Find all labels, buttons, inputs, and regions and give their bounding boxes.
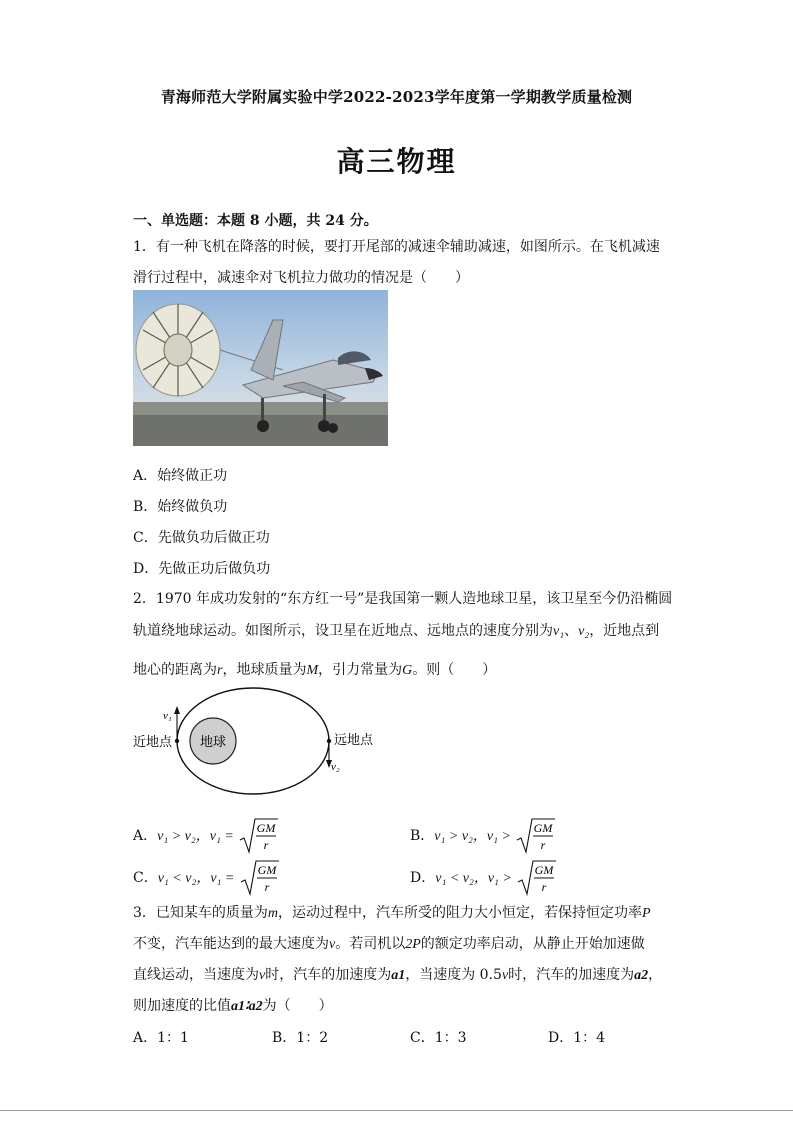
page-bottom-divider	[0, 1110, 793, 1111]
q1-option-c: C．先做负功后做正功	[133, 530, 270, 546]
q1-option-a: A．始终做正功	[133, 468, 228, 484]
option-lhs: v₁ =	[210, 871, 235, 886]
option-letter: A．	[133, 828, 158, 844]
q2-v2: v₂	[578, 624, 590, 639]
q2-stem-text: ，引力常量为	[318, 662, 403, 678]
q3-a1: a1	[391, 968, 406, 983]
q3-text: ，当速度为 0.5	[405, 967, 502, 983]
sqrt-fraction	[239, 858, 279, 898]
q2-stem-line2b: ，近地点到	[589, 623, 660, 639]
q2-option-b	[410, 816, 555, 856]
q3-line2	[133, 933, 645, 953]
option-condition: v₁ < v₂，	[435, 871, 488, 886]
q2-G: G	[402, 663, 413, 678]
q2-M: M	[306, 663, 319, 678]
option-condition: v₁ < v₂，	[157, 871, 211, 886]
q3-2P: 2P	[405, 937, 421, 952]
q2-stem-line1: 2．1970 年成功发射的“东方红一号”是我国第一颗人造地球卫星，该卫星至今仍沿椭圆	[133, 591, 673, 607]
q1-stem-line2: 滑行过程中，减速伞对飞机拉力做功的情况是（ ）	[133, 270, 469, 286]
q3-m: m	[267, 906, 279, 921]
q2-sep: 、	[564, 623, 579, 639]
q3-ratio: a1∶a2	[231, 999, 263, 1014]
school-header: 青海师范大学附属实验中学2022-2023学年度第一学期教学质量检测	[160, 88, 633, 106]
option-condition: v₁ > v₂，	[157, 829, 210, 844]
svg-text:r: r	[541, 880, 547, 894]
q2-option-a	[133, 816, 278, 856]
q2-stem-line2a: 轨道绕地球运动。如图所示，设卫星在近地点、远地点的速度分别为	[133, 623, 553, 639]
near-label: 近地点	[133, 735, 173, 750]
earth-label: 地球	[199, 735, 227, 750]
q2-v1: v₁	[553, 624, 565, 639]
q3-text: 。若司机以	[335, 936, 406, 952]
q3-option-c: C．1：3	[410, 1030, 467, 1046]
svg-text:GM: GM	[257, 863, 277, 877]
q3-line4	[133, 995, 333, 1015]
q2-stem-line2	[133, 620, 659, 640]
q3-text: 时，汽车的加速度为	[508, 967, 635, 983]
option-lhs: v₁ >	[486, 829, 511, 844]
q3-option-b: B．1：2	[272, 1030, 329, 1046]
q2-stem-text: ，地球质量为	[222, 662, 307, 678]
v2-label: v₂	[331, 761, 340, 773]
q2-option-c	[133, 858, 279, 898]
far-label: 远地点	[334, 733, 374, 748]
q3-text: 则加速度的比值	[133, 998, 231, 1014]
svg-text:r: r	[264, 880, 270, 894]
q1-stem-line1: 1．有一种飞机在降落的时候，要打开尾部的减速伞辅助减速，如图所示。在飞机减速	[133, 239, 660, 255]
q3-text: 3．已知某车的质量为	[133, 905, 268, 921]
q3-P: P	[642, 906, 651, 921]
q3-text: ，运动过程中，汽车所受的阻力大小恒定，若保持恒定功率	[278, 905, 643, 921]
q3-line1	[133, 902, 651, 922]
option-letter: B．	[410, 828, 435, 844]
option-condition: v₁ > v₂，	[434, 829, 487, 844]
option-letter: C．	[133, 870, 158, 886]
q3-text: 直线运动，当速度为	[133, 967, 259, 983]
q1-option-b: B．始终做负功	[133, 499, 228, 515]
q3-text: ，	[648, 967, 663, 983]
option-lhs: v₁ =	[209, 829, 234, 844]
q3-v: v	[329, 937, 336, 952]
q1-option-d: D．先做正功后做负功	[133, 561, 271, 577]
q3-text: 为（ ）	[262, 998, 333, 1014]
q2-option-d	[410, 858, 556, 898]
q3-option-a: A．1：1	[133, 1030, 189, 1046]
q2-r: r	[217, 663, 223, 678]
q3-text: 不变，汽车能达到的最大速度为	[133, 936, 329, 952]
svg-text:GM: GM	[534, 863, 554, 877]
far-point	[327, 739, 331, 743]
near-point	[175, 739, 179, 743]
orbit-diagram	[130, 685, 390, 800]
q3-line3	[133, 964, 662, 984]
q2-stem-text: 。则（ ）	[412, 662, 497, 678]
jet-parachute-photo	[133, 290, 388, 446]
section-heading: 一、单选题：本题 8 小题，共 24 分。	[133, 213, 378, 229]
q3-option-d: D．1：4	[548, 1030, 606, 1046]
sqrt-fraction	[515, 816, 555, 856]
svg-text:GM: GM	[534, 821, 553, 835]
q3-text: 时，汽车的加速度为	[265, 967, 392, 983]
q2-stem-text: 地心的距离为	[133, 662, 217, 678]
q3-v: v	[501, 968, 509, 983]
svg-text:GM: GM	[256, 821, 276, 835]
svg-text:r: r	[541, 838, 546, 852]
v1-label: v₁	[163, 710, 172, 722]
page-title: 高三物理	[336, 145, 457, 178]
q3-text: 的额定功率启动，从静止开始加速做	[420, 936, 645, 952]
option-letter: D．	[410, 870, 436, 886]
sqrt-fraction	[516, 858, 556, 898]
sqrt-fraction	[238, 816, 278, 856]
q2-stem-line3	[133, 659, 496, 679]
svg-text:r: r	[263, 838, 269, 852]
option-lhs: v₁ >	[487, 871, 512, 886]
q3-v: v	[259, 968, 266, 983]
q3-a2: a2	[634, 968, 649, 983]
